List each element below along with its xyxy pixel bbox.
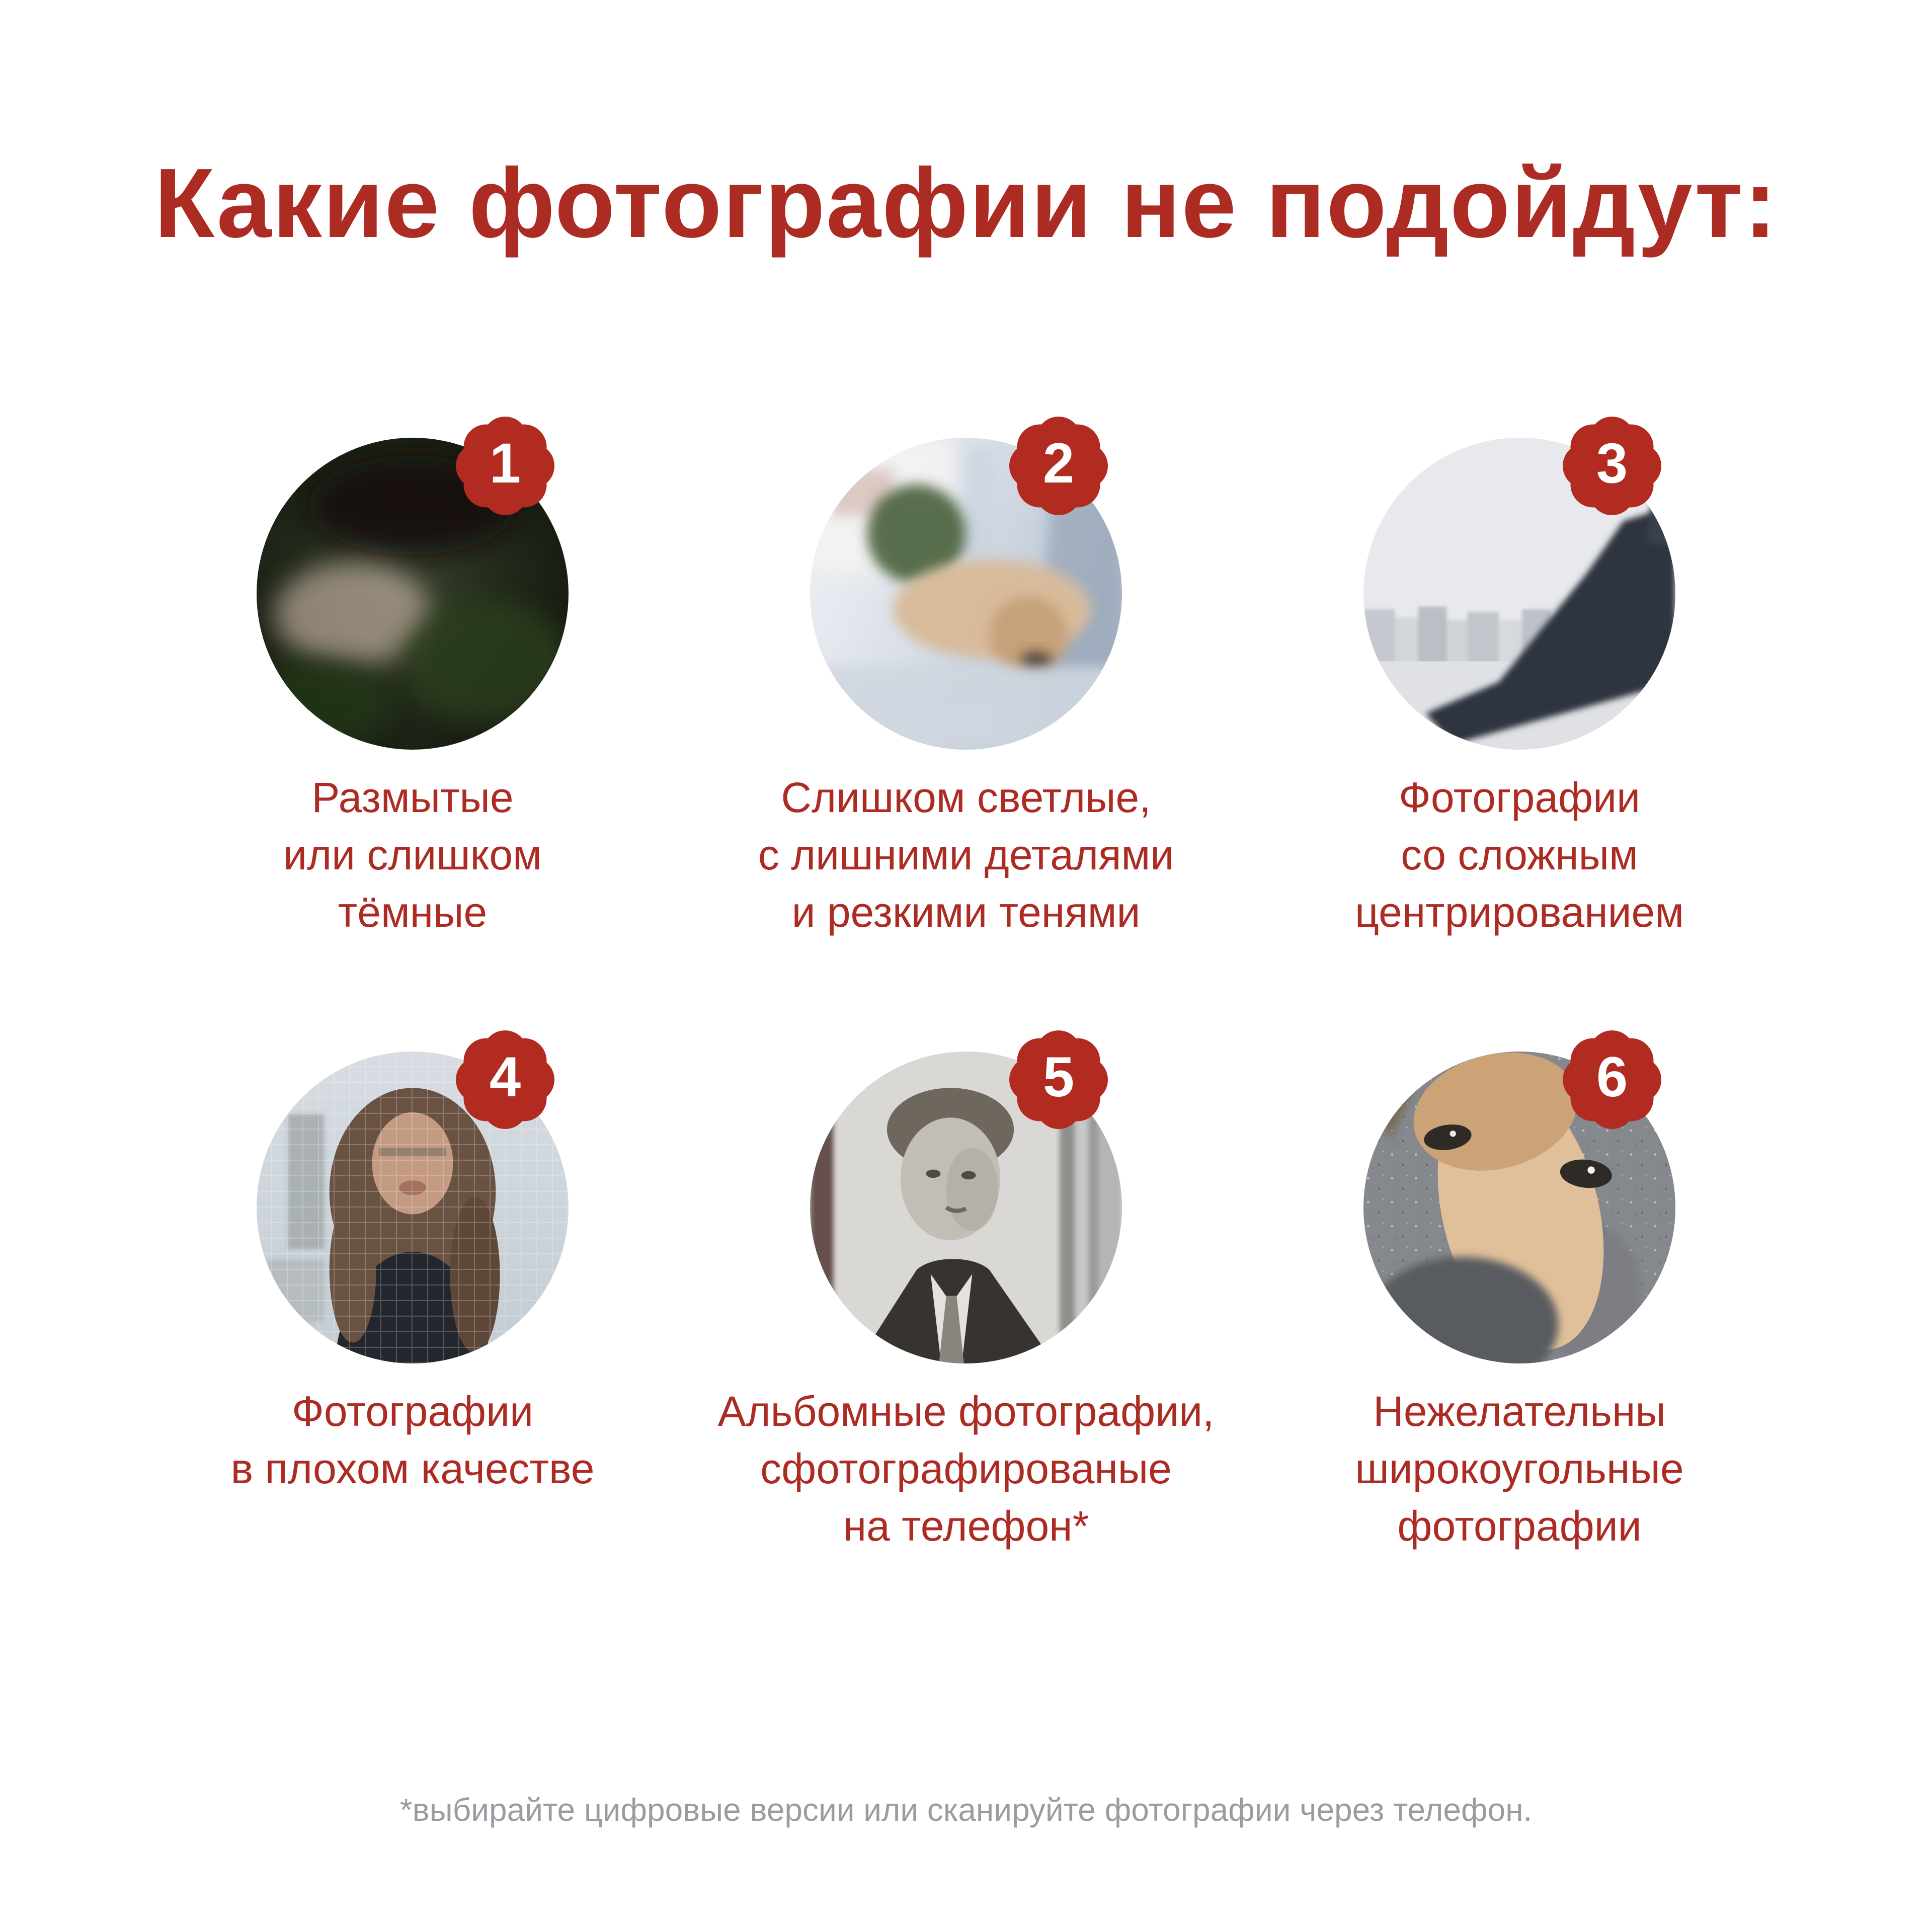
photo-6-circle	[1363, 1045, 1675, 1363]
photo-caption-6	[1355, 1383, 1683, 1555]
photo-row-2	[136, 1045, 1796, 1555]
caption-line: Слишком светлые,	[781, 774, 1151, 821]
caption-line: на телефон*	[843, 1502, 1089, 1550]
photo-5-circle	[810, 1045, 1122, 1363]
photo-2-circle	[810, 431, 1122, 750]
caption-line: фотографии	[1397, 1502, 1642, 1550]
caption-line: и резкими тенями	[791, 889, 1141, 936]
photo-card-2	[689, 431, 1243, 941]
photo-3-circle	[1363, 431, 1675, 750]
caption-line: с лишними деталями	[758, 831, 1174, 878]
photo-4-circle	[257, 1045, 569, 1363]
photo-card-1	[136, 431, 689, 941]
caption-line: центрированием	[1355, 889, 1684, 936]
badge-number-5: 5	[1042, 1045, 1075, 1108]
badge-number-1: 1	[489, 431, 521, 495]
photo-caption-1	[283, 769, 542, 941]
photo-card-3	[1243, 431, 1796, 941]
badge-number-4: 4	[489, 1045, 521, 1108]
photo-card-4	[136, 1045, 689, 1555]
caption-line: Фотографии	[1398, 774, 1640, 821]
caption-line: Нежелательны	[1373, 1388, 1666, 1435]
caption-line: Фотографии	[291, 1388, 533, 1435]
photo-caption-4	[231, 1383, 595, 1497]
number-badge-4	[456, 1030, 554, 1129]
page-title: Какие фотографии не подойдут:	[154, 148, 1778, 259]
caption-line: тёмные	[338, 889, 488, 936]
photo-card-5	[689, 1045, 1243, 1555]
number-badge-5	[1009, 1030, 1108, 1129]
caption-line: Размытые	[311, 774, 514, 821]
caption-line: сфотографированые	[760, 1445, 1172, 1492]
photo-card-6	[1243, 1045, 1796, 1555]
footnote: *выбирайте цифровые версии или сканируйте фотографии через телефон.	[399, 1792, 1533, 1828]
photo-caption-2	[758, 769, 1174, 941]
photo-caption-3	[1355, 769, 1684, 941]
number-badge-6	[1563, 1030, 1661, 1129]
photo-row-1	[136, 431, 1796, 941]
number-badge-2	[1009, 417, 1108, 515]
number-badge-1	[456, 417, 554, 515]
caption-line: Альбомные фотографии,	[717, 1388, 1215, 1435]
photo-1-circle	[257, 431, 569, 750]
caption-line: или слишком	[283, 831, 542, 878]
badge-number-3: 3	[1596, 431, 1628, 495]
caption-line: в плохом качестве	[230, 1445, 595, 1492]
caption-line: со сложным	[1401, 831, 1638, 878]
photo-caption-5	[718, 1383, 1215, 1555]
number-badge-3	[1563, 417, 1661, 515]
caption-line: широкоугольные	[1355, 1445, 1684, 1492]
badge-number-6: 6	[1596, 1045, 1628, 1108]
badge-number-2: 2	[1042, 431, 1075, 495]
